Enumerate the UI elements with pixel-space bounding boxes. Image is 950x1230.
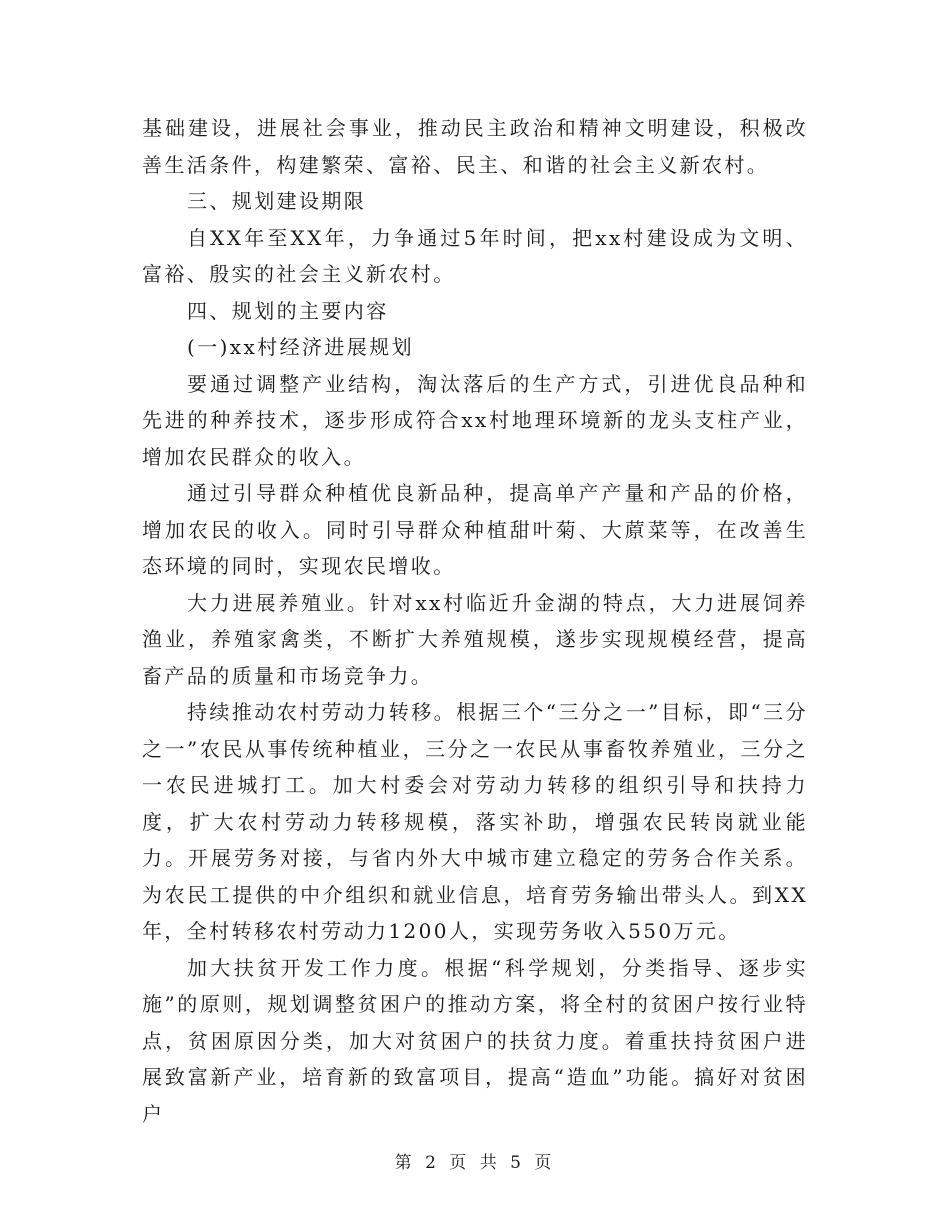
paragraph-poverty: 加大扶贫开发工作力度。根据“科学规划，分类指导、逐步实施”的原则，规划调整贫困户的推动方案，将全村的贫困户按行业特点，贫困原因分类，加大对贫困户的扶贫力度。着重扶持贫困户进展致富新产业，培育新的致富项目，提高“造血”功能。搞好对贫困户 (142, 955, 808, 1126)
subsection-heading-economy: (一)xx村经济进展规划 (187, 335, 414, 359)
paragraph-period: 自XX年至XX年，力争通过5年时间，把xx村建设成为文明、富裕、殷实的社会主义新农村。 (142, 225, 808, 286)
paragraph-labor: 持续推动农村劳动力转移。根据三个“三分之一”目标，即“三分之一”农民从事传统种植业，三分之一农民从事畜牧养殖业，三分之一农民进城打工。加大村委会对劳动力转移的组织引导和扶持力度，扩大农村劳动力转移规模，落实补助，增强农民转岗就业能力。开展劳务对接，与省内外大中城市建立稳定的劳务合作关系。为农民工提供的中介组织和就业信息，培育劳务输出带头人。到XX年，全村转移农村劳动力1200人，实现劳务收入550万元。 (142, 700, 808, 943)
page-footer: 第 2 页 共 5 页 (394, 1153, 556, 1173)
section-heading-period: 三、规划建设期限 (187, 189, 367, 213)
section-heading-content: 四、规划的主要内容 (187, 298, 389, 323)
paragraph-planting: 通过引导群众种植优良新品种，提高单产产量和产品的价格，增加农民的收入。同时引导群众种植甜叶菊、大蒝菜等，在改善生态环境的同时，实现农民增收。 (142, 481, 808, 578)
paragraph-continuation: 基础建设，进展社会事业，推动民主政治和精神文明建设，积极改善生活条件，构建繁荣、富裕、民主、和谐的社会主义新农村。 (142, 116, 808, 177)
document-body (142, 110, 808, 1132)
paragraph-industry: 要通过调整产业结构，淘汰落后的生产方式，引进优良品种和先进的种养技术，逐步形成符合xx村地理环境新的龙头支柱产业，增加农民群众的收入。 (142, 371, 808, 469)
paragraph-breeding: 大力进展养殖业。针对xx村临近升金湖的特点，大力进展饲养渔业，养殖家禽类，不断扩大养殖规模，遂步实现规模经营，提高畜产品的质量和市场竞争力。 (142, 590, 808, 688)
